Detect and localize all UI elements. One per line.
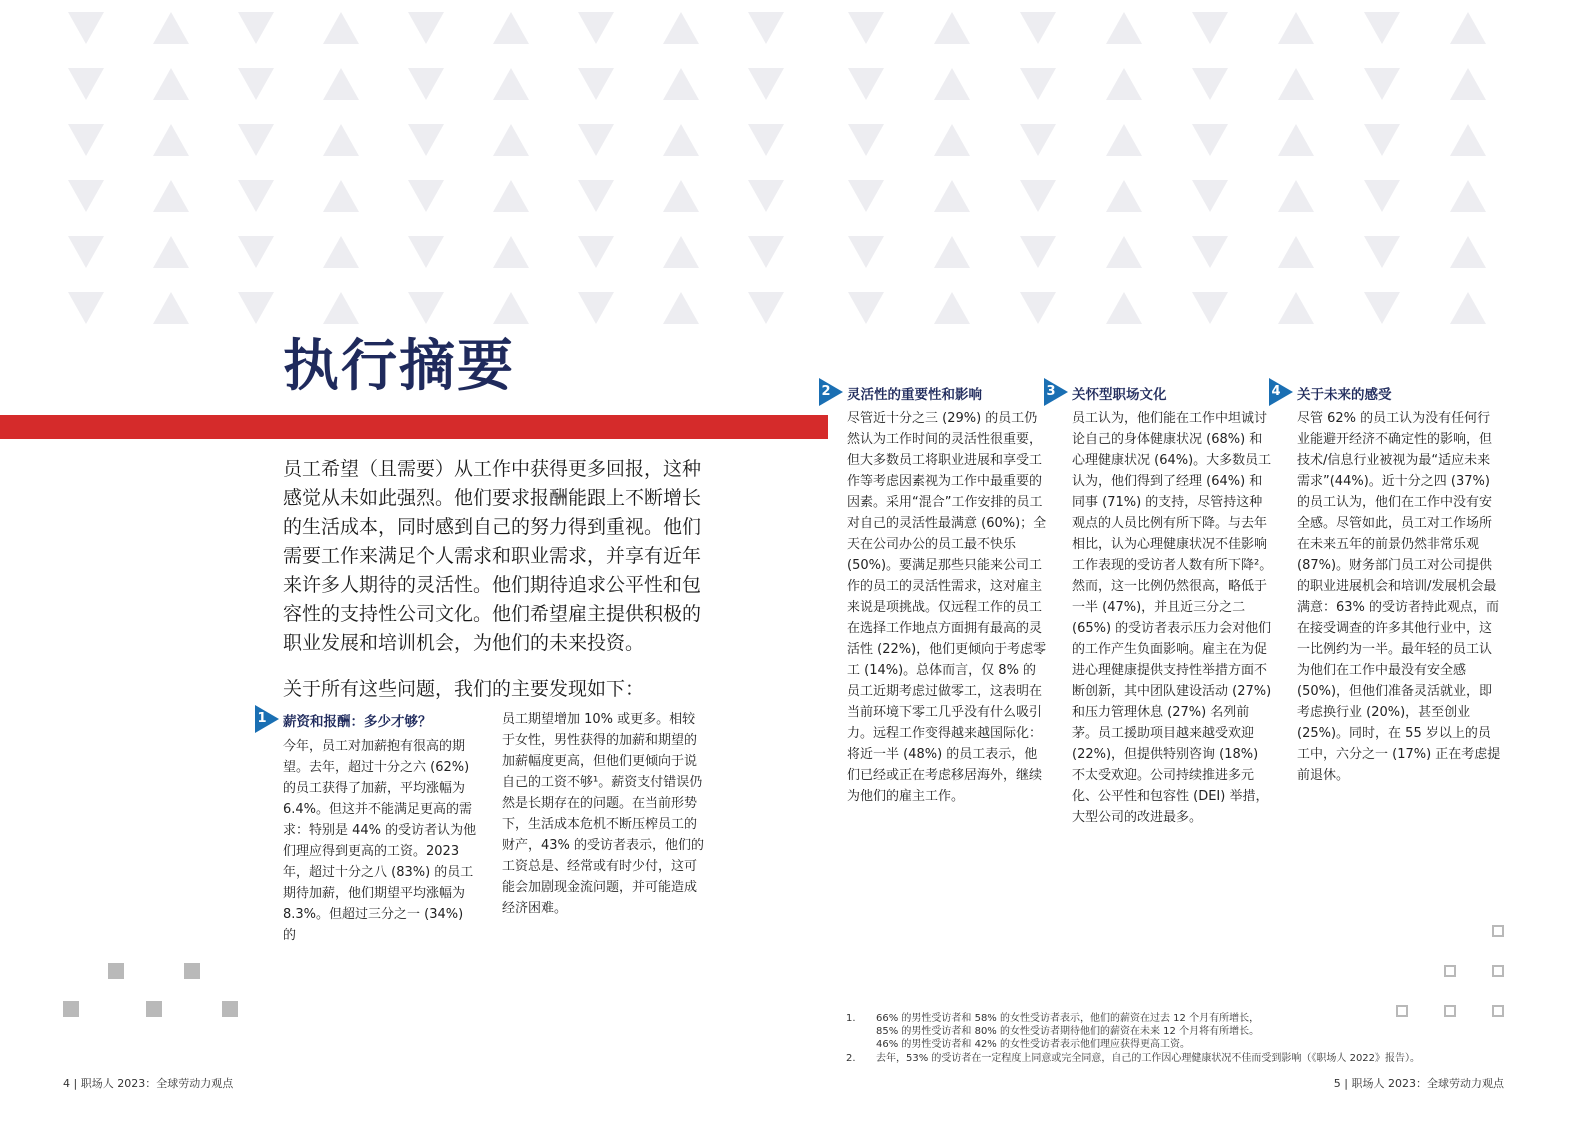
triangle-icon (748, 236, 784, 268)
triangle-icon (68, 180, 104, 212)
triangle-icon (1364, 12, 1400, 44)
square-icon (184, 963, 200, 979)
triangle-icon (408, 292, 444, 324)
triangle-icon (493, 292, 529, 324)
triangle-icon (663, 124, 699, 156)
section-4-heading (1269, 378, 1489, 406)
triangle-icon (934, 180, 970, 212)
triangle-icon (493, 12, 529, 44)
square-icon (146, 1001, 162, 1017)
triangle-icon (1020, 124, 1056, 156)
triangle-icon (493, 68, 529, 100)
triangle-icon (848, 180, 884, 212)
triangle-icon (848, 12, 884, 44)
triangle-icon (1192, 12, 1228, 44)
triangle-icon (68, 236, 104, 268)
triangle-icon (1450, 12, 1486, 44)
square-outline-icon (1492, 925, 1504, 937)
triangle-icon (323, 12, 359, 44)
triangle-icon (578, 292, 614, 324)
triangle-icon (934, 68, 970, 100)
triangle-icon (1278, 236, 1314, 268)
triangle-icon (1450, 180, 1486, 212)
triangle-icon (578, 236, 614, 268)
findings-lead: 关于所有这些问题，我们的主要发现如下： (283, 678, 645, 700)
triangle-icon (1364, 180, 1400, 212)
triangle-icon (748, 180, 784, 212)
triangle-icon (1450, 292, 1486, 324)
section-title: 关于未来的感受 (1297, 387, 1392, 403)
triangle-icon (238, 68, 274, 100)
triangle-icon (1364, 236, 1400, 268)
page-title: 执行摘要 (283, 334, 515, 399)
triangle-icon (1192, 292, 1228, 324)
triangle-icon (848, 236, 884, 268)
triangle-icon (1106, 68, 1142, 100)
triangle-icon (1020, 180, 1056, 212)
triangle-icon (68, 68, 104, 100)
section-3-text: 员工认为，他们能在工作中坦诚讨论自己的身体健康状况 (68%) 和心理健康状况 (64%)。大多数员工认为，他们得到了经理 (64%) 和同事 (71%) 的支持，尽管持这种观点的人员比例有所下降。与去年相比，认为心理健康状况不佳影响工作表现的受访者人数有所下降²。然而，这一比例仍然很高，略低于一半 (47%)，并且近三分之二 (65%) 的受访者表示压力会对他们的工作产生负面影响。雇主在为促进心理健康提供支持性举措方面不断创新，其中团队建设活动 (27%) 和压力管理休息 (27%) 名列前茅。员工援助项目越来越受欢迎 (22%)，但提供特别咨询 (18%) 不太受欢迎。公司持续推进多元化、公平性和包容性 (DEI) 举措，大型公司的改进最多。 (1072, 411, 1273, 825)
triangle-icon (1278, 292, 1314, 324)
triangle-icon (1364, 68, 1400, 100)
triangle-icon (1192, 236, 1228, 268)
footnote-line: 66% 的男性受访者和 58% 的女性受访者表示，他们的薪资在过去 12 个月有所增长， (876, 1013, 1260, 1024)
triangle-icon (1192, 124, 1228, 156)
triangle-icon (1450, 124, 1486, 156)
square-icon (108, 963, 124, 979)
triangle-icon (153, 180, 189, 212)
triangle-icon (408, 12, 444, 44)
triangle-icon (748, 68, 784, 100)
triangle-icon (934, 124, 970, 156)
triangle-icon (1106, 12, 1142, 44)
footer-right: 5 | 职场人 2023：全球劳动力观点 (1333, 1077, 1504, 1090)
triangle-icon (323, 180, 359, 212)
section-number: 1 (257, 711, 267, 726)
section-number: 4 (1271, 384, 1281, 399)
triangle-icon (493, 180, 529, 212)
square-outline-icon (1444, 965, 1456, 977)
footnote-line: 85% 的男性受访者和 80% 的女性受访者期待他们的薪资在未来 12 个月将有所增长。 (876, 1026, 1260, 1037)
triangle-icon (748, 12, 784, 44)
triangle-icon (663, 68, 699, 100)
triangle-icon (1020, 292, 1056, 324)
section-number: 2 (821, 384, 831, 399)
triangle-icon (1192, 180, 1228, 212)
section-title: 灵活性的重要性和影响 (847, 387, 982, 403)
triangle-icon (578, 68, 614, 100)
triangle-icon (848, 124, 884, 156)
footnote-line: 46% 的男性受访者和 42% 的女性受访者表示他们理应获得更高工资。 (876, 1039, 1190, 1050)
section-1-text-col-b: 员工期望增加 10% 或更多。相较于女性，男性获得的加薪和期望的加薪幅度更高，但他们更倾向于说自己的工资不够¹。薪资支付错误仍然是长期存在的问题。在当前形势下，生活成本危机不断压榨员工的财产，43% 的受访者表示，他们的工资总是、经常或有时少付，这可能会加剧现金流问题，并可能造成经济困难。 (502, 712, 705, 916)
section-3-heading (1044, 378, 1264, 406)
triangle-icon (1450, 236, 1486, 268)
triangle-icon (408, 68, 444, 100)
triangle-icon (578, 124, 614, 156)
triangle-icon (848, 68, 884, 100)
triangle-icon (1020, 68, 1056, 100)
triangle-icon (1106, 292, 1142, 324)
triangle-pattern-background (0, 0, 1587, 360)
triangle-icon (238, 12, 274, 44)
triangle-icon (323, 236, 359, 268)
triangle-icon (153, 292, 189, 324)
triangle-icon (238, 236, 274, 268)
triangle-icon (153, 236, 189, 268)
footer-left: 4 | 职场人 2023：全球劳动力观点 (63, 1077, 234, 1090)
section-title: 薪资和报酬：多少才够？ (283, 714, 432, 730)
triangle-icon (68, 12, 104, 44)
triangle-icon (1278, 180, 1314, 212)
triangle-icon (663, 180, 699, 212)
triangle-icon (153, 124, 189, 156)
triangle-icon (408, 124, 444, 156)
triangle-icon (934, 292, 970, 324)
triangle-icon (1278, 68, 1314, 100)
footnote-number: 2. (846, 1053, 856, 1064)
triangle-icon (408, 180, 444, 212)
triangle-icon (1278, 124, 1314, 156)
triangle-icon (1278, 12, 1314, 44)
triangle-icon (493, 124, 529, 156)
triangle-icon (1020, 12, 1056, 44)
triangle-icon (1192, 68, 1228, 100)
section-2-heading (819, 378, 1039, 406)
square-icon (63, 1001, 79, 1017)
triangle-icon (663, 292, 699, 324)
square-icon (222, 1001, 238, 1017)
footnote-number: 1. (846, 1013, 856, 1024)
intro-paragraph: 员工希望（且需要）从工作中获得更多回报，这种感觉从未如此强烈。他们要求报酬能跟上不断增长的生活成本，同时感到自己的努力得到重视。他们需要工作来满足个人需求和职业需求，并享有近年来许多人期待的灵活性。他们期待追求公平性和包容性的支持性公司文化。他们希望雇主提供积极的职业发展和培训机会，为他们的未来投资。 (283, 458, 702, 654)
triangle-icon (663, 236, 699, 268)
triangle-icon (238, 180, 274, 212)
triangle-icon (578, 12, 614, 44)
triangle-icon (1364, 292, 1400, 324)
footnote-2 (846, 1052, 1566, 1066)
triangle-icon (1106, 180, 1142, 212)
triangle-icon (748, 292, 784, 324)
triangle-icon (748, 124, 784, 156)
triangle-icon (323, 124, 359, 156)
triangle-icon (1106, 124, 1142, 156)
section-number: 3 (1046, 384, 1056, 399)
footnote-1 (846, 1012, 1546, 1052)
section-title: 关怀型职场文化 (1072, 387, 1167, 403)
triangle-icon (1450, 68, 1486, 100)
red-accent-band (0, 415, 828, 439)
triangle-icon (238, 124, 274, 156)
triangle-icon (578, 180, 614, 212)
triangle-icon (68, 124, 104, 156)
triangle-icon (934, 236, 970, 268)
footnote-line: 去年，53% 的受访者在一定程度上同意或完全同意，自己的工作因心理健康状况不佳而受到影响（《职场人 2022》报告）。 (876, 1053, 1421, 1064)
triangle-icon (934, 12, 970, 44)
triangle-icon (408, 236, 444, 268)
triangle-icon (1364, 124, 1400, 156)
triangle-icon (1106, 236, 1142, 268)
triangle-icon (1020, 236, 1056, 268)
triangle-icon (153, 12, 189, 44)
footnote-text (876, 1052, 1566, 1065)
triangle-icon (153, 68, 189, 100)
section-4-text: 尽管 62% 的员工认为没有任何行业能避开经济不确定性的影响，但技术/信息行业被视为最“适应未来需求”(44%)。近十分之四 (37%) 的员工认为，他们在工作中没有安全感。尽管如此，员工对工作场所在未来五年的前景仍然非常乐观 (87%)。财务部门员工对公司提供的职业进展机会和培训/发展机会最满意：63% 的受访者持此观点，而在接受调查的许多其他行业中，这一比例约为一半。最年轻的员工认为他们在工作中最没有安全感 (50%)，但他们准备灵活就业，即考虑换行业 (20%)，甚至创业 (25%)。同时，在 55 岁以上的员工中，六分之一 (17%) 正在考虑提前退休。 (1297, 411, 1501, 783)
square-outline-icon (1492, 965, 1504, 977)
triangle-icon (323, 68, 359, 100)
triangle-icon (848, 292, 884, 324)
triangle-icon (493, 236, 529, 268)
triangle-icon (68, 292, 104, 324)
triangle-icon (323, 292, 359, 324)
section-1-text-col-a: 今年，员工对加薪抱有很高的期望。去年，超过十分之六 (62%) 的员工获得了加薪，平均涨幅为 6.4%。但这并不能满足更高的需求：特别是 44% 的受访者认为他们理应得到更高的工资。2023 年，超过十分之八 (83%) 的员工期待加薪，他们期望平均涨幅为 8.3%。但超过三分之一 (34%) 的 (283, 739, 477, 943)
triangle-icon (238, 292, 274, 324)
triangle-icon (663, 12, 699, 44)
section-2-text: 尽管近十分之三 (29%) 的员工仍然认为工作时间的灵活性很重要，但大多数员工将职业进展和享受工作等考虑因素视为工作中最重要的因素。采用“混合”工作安排的员工对自己的灵活性最满意 (60%)；全天在公司办公的员工最不快乐 (50%)。要满足那些只能来公司工作的员工的灵活性需求，这对雇主来说是项挑战。仅远程工作的员工在选择工作地点方面拥有最高的灵活性 (22%)，他们更倾向于考虑零工 (14%)。总体而言，仅 8% 的员工近期考虑过做零工，这表明在当前环境下零工几乎没有什么吸引力。远程工作变得越来越国际化：将近一半 (48%) 的员工表示，他们已经或正在考虑移居海外，继续为他们的雇主工作。 (847, 411, 1047, 804)
footnote-text (876, 1012, 1536, 1051)
